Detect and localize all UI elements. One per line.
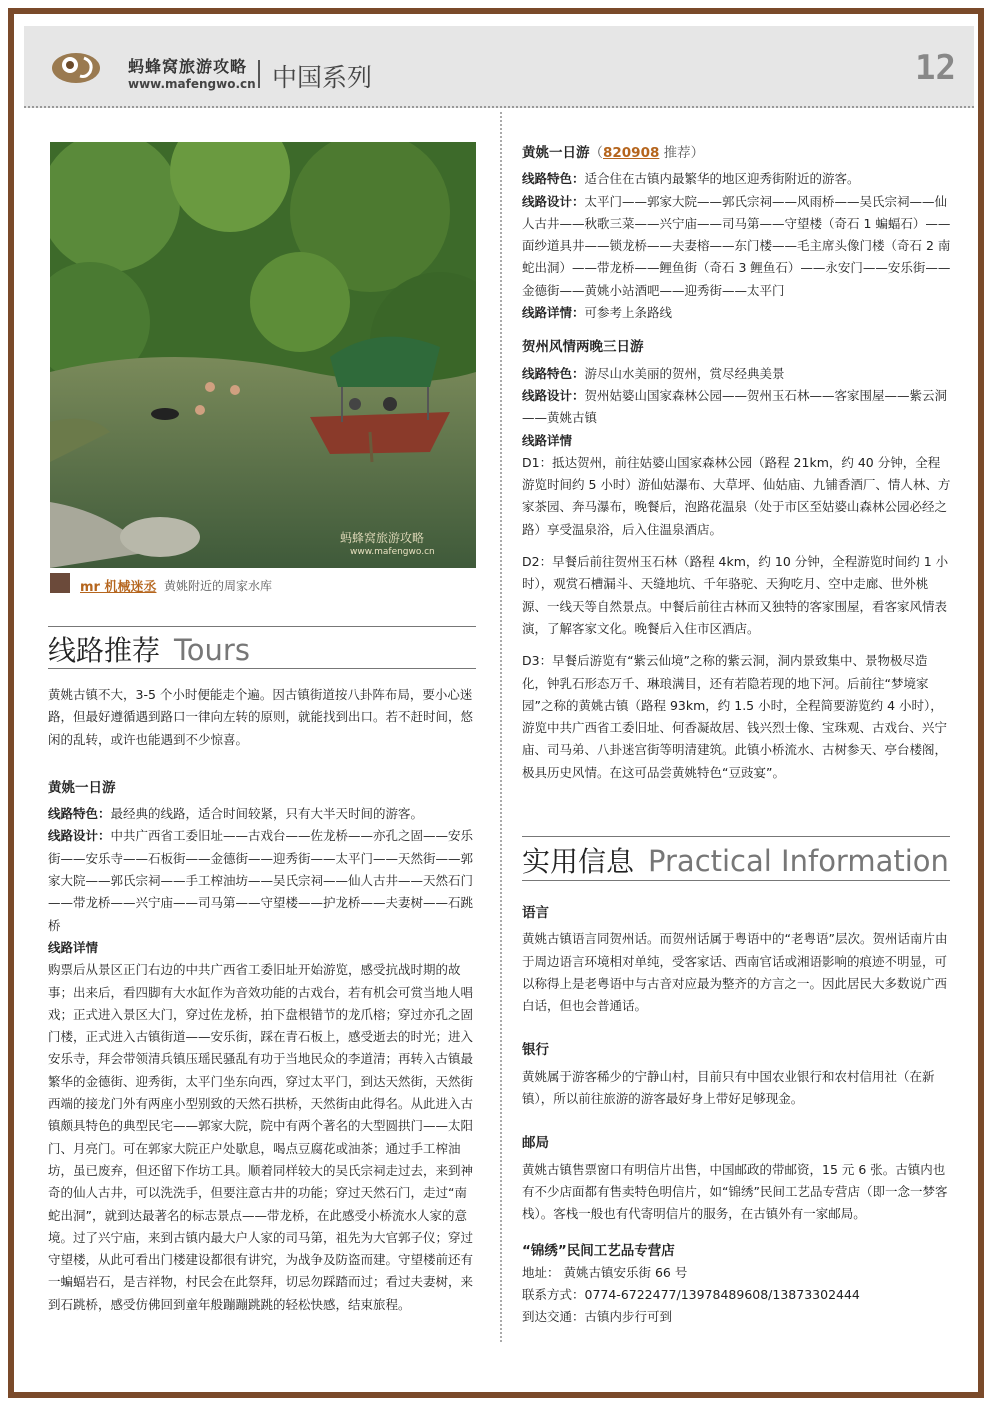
route1-design: 中共广西省工委旧址——古戏台——佐龙桥——亦孔之固——安乐街——安乐寺——石板街——金德街——迎秀街——太平门——天然街——郭家大院——郭氏宗祠——手工榨油坊——吴氏宗祠——仙人古井——天然石门——带龙桥——兴宁庙——司马第——守望楼——护龙桥——夫妻树——石跳桥 <box>48 828 474 933</box>
tours-intro: 黄姚古镇不大，3-5 个小时便能走个遍。因古镇街道按八卦阵布局，要小心迷路，但最好遵循遇到路口一律向左转的原则，就能找到出口。若不赶时间，悠闲的乱转，或许也能遇到不少惊喜。 <box>48 687 474 747</box>
column-divider <box>500 112 502 1342</box>
practical-rule-bottom <box>522 880 950 881</box>
route3-detail-label: 线路详情 <box>522 432 573 448</box>
route2-design-label: 线路设计： <box>522 193 585 209</box>
tours-rule-bottom <box>48 668 476 669</box>
right-column-routes: 黄姚一日游（820908 推荐） 线路特色：适合住在古镇内最繁华的地区迎秀街附近的游客。 线路设计：太平门——郭家大院——郭氏宗祠——风雨桥——吴氏宗祠——仙人古井——秋歌三菜——兴宁庙——司马第——守望楼（奇石 1 蝙蝠石）——面纱道具井——锁龙桥——夫妻榕——东门楼——毛主席头像门楼（奇石 2 南蛇出洞）——带龙桥——鲤鱼街（奇石 3 鲤鱼石）——永安门——安乐街——金德街——黄姚小站酒吧——迎秀街——太平门 线路详情：可参考上条路线 贺州风情两晚三日游 线路特色：游尽山水美丽的贺州，赏尽经典美景 线路设计：贺州姑婆山国家森林公园——贺州玉石林——客家围屋——紫云洞——黄姚古镇 线路详情 D1：抵达贺州，前往姑婆山国家森林公园（路程 21km，约 40 分钟，全程游览时间约 5 小时）游仙姑瀑布、大草坪、仙姑庙、九铺香酒厂、情人林、方家茶园、奔马瀑布，晚餐后，泡路花温泉（处于市区至姑婆山森林公园必经之路）享受温泉浴，后入住温泉酒店。 D2：早餐后前往贺州玉石林（路程 4km，约 10 分钟，全程游览时间约 1 小时），观赏石槽漏斗、天缝地坑、千年骆驼、天狗吃月、空中走廊、世外桃源、一线天等自然景点。中餐后前往古林而又独特的客家围屋，看客家风情表演，了解客家文化。晚餐后入住市区酒店。 D3：早餐后游览有“紫云仙境”之称的紫云洞，洞内景致集中、景物极尽造化，钟乳石形态万千、琳琅满目，还有若隐若现的地下河。后前往“梦境家园”之称的黄姚古镇（路程 93km，约 1.5 小时，全程简要游览约 4 小时），游览中共广西省工委旧址、何香凝故居、钱兴烈士像、宝珠观、古戏台、兴宁庙、司马弟、八卦迷宫街等明清建筑。此镇小桥流水、古树参天、亭台楼阁，极具历史风情。在这可品尝黄姚特色“豆豉宴”。 <box>522 142 952 784</box>
route2-detail: 可参考上条路线 <box>584 305 673 321</box>
tours-heading <box>48 629 250 669</box>
route3-title: 贺州风情两晚三日游 <box>522 339 644 356</box>
route2-recommender-link[interactable]: 820908 <box>603 145 660 161</box>
tours-heading-en: Tours <box>174 633 250 667</box>
route1-feature-label: 线路特色： <box>48 806 111 822</box>
river-photo-illustration <box>50 142 476 568</box>
shop-title: “锦绣”民间工艺品专营店 <box>522 1242 675 1259</box>
route2-recommend-suffix: 推荐） <box>659 145 705 161</box>
brand-name: 蚂蜂窝旅游攻略 <box>128 57 248 76</box>
shop-contact: 联系方式：0774-6722477/13978489608/13873302444 <box>522 1287 860 1303</box>
route3-feature-label: 线路特色： <box>522 365 585 381</box>
avatar[interactable] <box>50 573 70 593</box>
route3-day2: D2：早餐后前往贺州玉石林（路程 4km，约 10 分钟，全程游览时间约 1 小时），观赏石槽漏斗、天缝地坑、千年骆驼、天狗吃月、空中走廊、世外桃源、一线天等自然景点。中餐后前往古林而又独特的客家围屋，看客家风情表演，了解客家文化。晚餐后入住市区酒店。 <box>522 554 949 636</box>
language-title: 语言 <box>522 905 549 921</box>
route3-design-label: 线路设计： <box>522 387 585 403</box>
header-separator <box>258 60 260 88</box>
post-text: 黄姚古镇售票窗口有明信片出售，中国邮政的带邮资，15 元 6 张。古镇内也有不少店面都有售卖特色明信片，如“锦绣”民间工艺品专营店（即一念一梦客栈）。客栈一般也有代寄明信片的服务，在古镇外有一家邮局。 <box>522 1161 948 1222</box>
photo-caption: 黄姚附近的周家水库 <box>164 579 273 593</box>
route1-detail-label: 线路详情 <box>48 939 99 955</box>
bank-text: 黄姚属于游客稀少的宁静山村，目前只有中国农业银行和农村信用社（在新镇），所以前往旅游的游客最好身上带好足够现金。 <box>522 1068 935 1107</box>
photo-watermark: 蚂蜂窝旅游攻略 <box>340 531 425 545</box>
bank-title: 银行 <box>522 1042 549 1059</box>
language-text: 黄姚古镇语言同贺州话。而贺州话属于粤语中的“老粤语”层次。贺州话南片由于周边语言环境相对单纯，受客家话、西南官话或湘语影响的痕迹不明显，可以称得上是老粤语中与古音对应最为整齐的方言之一。因此居民大多数说广西白话，但也会普通话。 <box>522 931 948 1014</box>
practical-heading <box>522 840 949 880</box>
route1-feature: 最经典的线路，适合时间较紧，只有大半天时间的游客。 <box>110 806 424 822</box>
tours-heading-cn: 线路推荐 <box>48 634 161 667</box>
right-column-practical <box>522 902 952 1329</box>
route2-detail-label: 线路详情： <box>522 305 585 321</box>
route3-feature: 游尽山水美丽的贺州，赏尽经典美景 <box>584 365 785 381</box>
page-number: 12 <box>915 48 956 88</box>
route1-design-label: 线路设计： <box>48 828 111 844</box>
route3-day1: D1：抵达贺州，前往姑婆山国家森林公园（路程 21km，约 40 分钟，全程游览时间约 5 小时）游仙姑瀑布、大草坪、仙姑庙、九铺香酒厂、情人林、方家茶园、奔马瀑布，晚餐后，泡路花温泉（处于市区至姑婆山森林公园必经之路）享受温泉浴，后入住温泉酒店。 <box>522 454 951 537</box>
left-column <box>48 684 478 1316</box>
brand-url: www.mafengwo.cn <box>128 77 256 91</box>
mafengwo-logo-icon <box>50 50 102 86</box>
practical-heading-cn: 实用信息 <box>522 845 635 878</box>
river-photo <box>50 142 476 568</box>
route2-feature: 适合住在古镇内最繁华的地区迎秀街附近的游客。 <box>584 171 860 187</box>
route2-feature-label: 线路特色： <box>522 171 585 187</box>
route3-design: 贺州姑婆山国家森林公园——贺州玉石林——客家围屋——紫云洞——黄姚古镇 <box>522 387 948 426</box>
route2-design: 太平门——郭家大院——郭氏宗祠——风雨桥——吴氏宗祠——仙人古井——秋歌三菜——兴宁庙——司马第——守望楼（奇石 1 蝙蝠石）——面纱道具井——锁龙桥——夫妻榕——东门楼——毛主席头像门楼（奇石 2 南蛇出洞）——带龙桥——鲤鱼街（奇石 3 鲤鱼石）——永安门——安乐街——金德街——黄姚小站酒吧——迎秀街——太平门 <box>522 193 951 298</box>
route1-title: 黄姚一日游 <box>48 779 116 796</box>
page-header <box>24 26 974 108</box>
photo-watermark-url: www.mafengwo.cn <box>350 547 435 557</box>
route3-day3: D3：早餐后游览有“紫云仙境”之称的紫云洞，洞内景致集中、景物极尽造化，钟乳石形态万千、琳琅满目，还有若隐若现的地下河。后前往“梦境家园”之称的黄姚古镇（路程 93km，约 1.5 小时，全程简要游览约 4 小时），游览中共广西省工委旧址、何香凝故居、钱兴烈士像、宝珠观、古戏台、兴宁庙、司马弟、八卦迷宫街等明清建筑。此镇小桥流水、古树参天、亭台楼阁，极具历史风情。在这可品尝黄姚特色“豆豉宴”。 <box>522 653 948 780</box>
series-name: 中国系列 <box>272 63 373 92</box>
post-title: 邮局 <box>522 1135 549 1152</box>
tours-rule-top <box>48 626 476 627</box>
practical-heading-en: Practical Information <box>648 844 949 878</box>
route1-detail: 购票后从景区正门右边的中共广西省工委旧址开始游览，感受抗战时期的故事；出来后，看四脚有大水缸作为音效功能的古戏台，若有机会可赏当地人唱戏；正式进入景区大门，穿过佐龙桥，拍下盘根错节的龙爪榕；穿过亦孔之固门楼，正式进入古镇街道——安乐街，踩在青石板上，感受逝去的时光；进入安乐寺，拜会带领清兵镇压瑶民骚乱有功于当地民众的李道清；再转入古镇最繁华的金德街、迎秀街，太平门坐东向西，穿过太平门，到达天然街，天然街西端的接龙门外有两座小型别致的天然石拱桥，天然街由此得名。从此进入古镇颇具特色的典型民宅——郭家大院，院中有两个著名的大型圆拱门——太阳门、月亮门。可在郭家大院正户处歇息，喝点豆腐花或油茶；通过手工榨油坊，虽已废弃，但还留下作坊工具。顺着同样较大的吴氏宗祠走过去，来到神奇的仙人古井，可以洗洗手，但要注意古井的功能；穿过天然石门，走过“南蛇出洞”，就到达最著名的标志景点——带龙桥，在此感受小桥流水人家的意境。过了兴宁庙，来到古镇内最大户人家的司马第，祖先为大官郭子仪；穿过守望楼，从此可看出门楼建设都很有讲究，为战争及防盗而建。守望楼前还有一蝙蝠岩石，是吉祥物，村民会在此祭拜，切忌勿踩踏而过；看过夫妻树，来到石跳桥，感受仿佛回到童年般蹦蹦跳跳的轻松快感，结束旅程。 <box>48 962 474 1312</box>
caption-user-link[interactable]: mr 机械迷丞 <box>80 580 157 595</box>
route2-title: 黄姚一日游 <box>522 145 590 161</box>
shop-transport: 到达交通：古镇内步行可到 <box>522 1309 673 1325</box>
shop-address: 地址： 黄姚古镇安乐街 66 号 <box>522 1264 688 1280</box>
practical-rule-top <box>522 836 950 837</box>
